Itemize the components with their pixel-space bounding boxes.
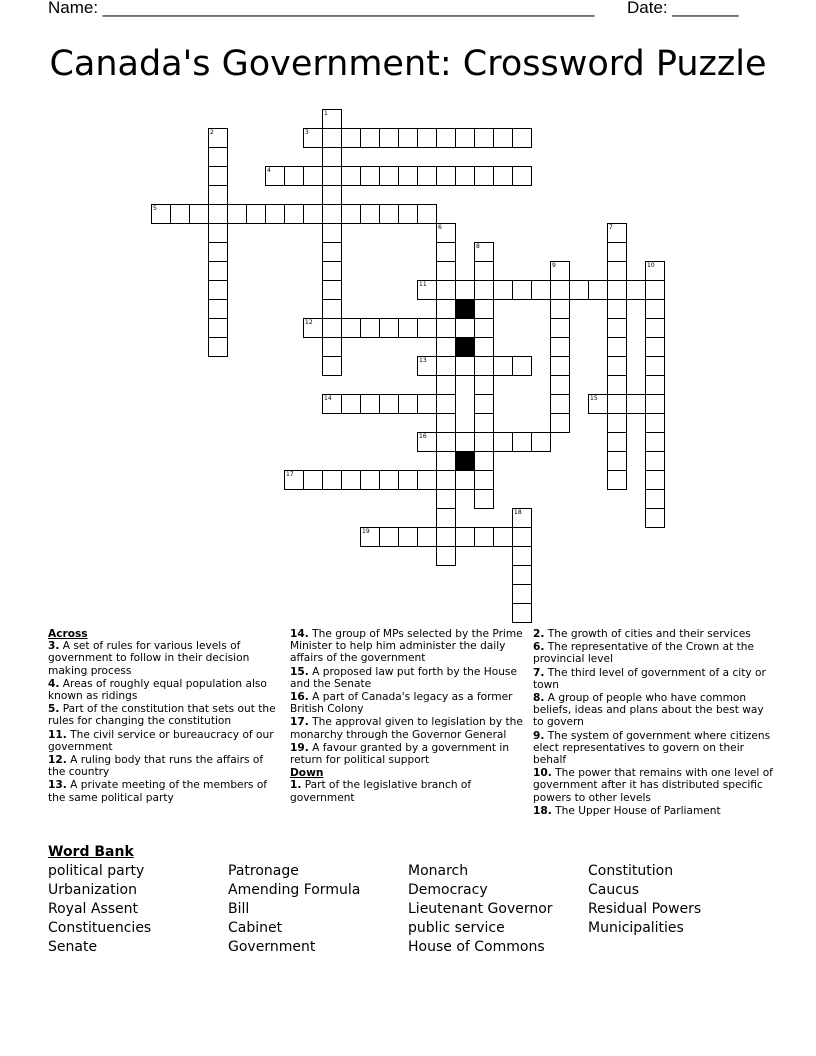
crossword-cell[interactable] xyxy=(360,318,380,338)
clue-text: Part of the legislative branch of government xyxy=(290,779,472,804)
name-field-line: Name: ____________________________________________________ xyxy=(48,0,595,17)
word-bank-item: Government xyxy=(228,939,316,955)
crossword-cell[interactable] xyxy=(607,223,627,243)
crossword-cell[interactable] xyxy=(474,470,494,490)
word-bank-item: Caucus xyxy=(588,882,640,898)
clue-item xyxy=(533,628,773,640)
crossword-cell[interactable] xyxy=(493,280,513,300)
clue-number-2: 2 xyxy=(210,129,214,136)
crossword-cell[interactable] xyxy=(550,356,570,376)
crossword-cell[interactable] xyxy=(360,204,380,224)
crossword-cell[interactable] xyxy=(398,394,418,414)
page-title: Canada's Government: Crossword Puzzle xyxy=(49,44,767,84)
crossword-cell[interactable] xyxy=(436,527,456,547)
clue-item xyxy=(48,640,280,677)
clue-number-16: 16 xyxy=(419,433,427,440)
crossword-cell[interactable] xyxy=(645,299,665,319)
crossword-cell[interactable] xyxy=(607,413,627,433)
crossword-cell[interactable] xyxy=(341,470,361,490)
word-bank-item: Residual Powers xyxy=(588,901,702,917)
crossword-cell[interactable] xyxy=(512,432,532,452)
crossword-cell[interactable] xyxy=(398,527,418,547)
word-bank-title: Word Bank xyxy=(48,844,134,860)
crossword-cell[interactable] xyxy=(436,413,456,433)
clue-number-13: 13 xyxy=(419,357,427,364)
crossword-cell[interactable] xyxy=(303,470,323,490)
clue-text: A favour granted by a government in return for political support xyxy=(290,741,510,767)
crossword-cell[interactable] xyxy=(493,432,513,452)
clue-number-7: 7 xyxy=(609,224,613,231)
crossword-cell[interactable] xyxy=(379,470,399,490)
crossword-cell[interactable] xyxy=(512,128,532,148)
clue-item xyxy=(533,692,773,729)
crossword-cell[interactable] xyxy=(607,394,627,414)
clue-item xyxy=(48,729,280,753)
word-bank-item: Bill xyxy=(228,901,250,917)
clues-column-1 xyxy=(48,628,280,805)
crossword-cell[interactable] xyxy=(474,166,494,186)
word-bank-item: Patronage xyxy=(228,863,299,879)
word-bank-item: public service xyxy=(408,920,505,936)
clue-number-4: 4 xyxy=(267,167,271,174)
clue-number-15: 15 xyxy=(590,395,598,402)
crossword-cell[interactable] xyxy=(474,413,494,433)
crossword-cell[interactable] xyxy=(436,546,456,566)
crossword-cell[interactable] xyxy=(208,337,228,357)
crossword-cell[interactable] xyxy=(341,128,361,148)
word-bank-item: Constitution xyxy=(588,863,674,879)
crossword-cell[interactable] xyxy=(436,375,456,395)
crossword-cell[interactable] xyxy=(265,166,285,186)
crossword-cell[interactable] xyxy=(379,394,399,414)
clue-text: Part of the constitution that sets out the rules for changing the constitution xyxy=(48,703,276,728)
clue-item xyxy=(48,678,280,702)
crossword-cell[interactable] xyxy=(474,337,494,357)
crossword-cell[interactable] xyxy=(322,185,342,205)
crossword-cell[interactable] xyxy=(474,432,494,452)
clue-text: The group of MPs selected by the Prime Minister to help him administer the daily affairs of the government xyxy=(290,628,523,665)
word-bank-item: Lieutenant Governor xyxy=(408,901,553,917)
crossword-cell[interactable] xyxy=(208,166,228,186)
crossword-cell[interactable] xyxy=(189,204,209,224)
crossword-cell[interactable] xyxy=(493,356,513,376)
crossword-cell[interactable] xyxy=(550,375,570,395)
crossword-cell[interactable] xyxy=(417,527,437,547)
crossword-cell[interactable] xyxy=(436,470,456,490)
crossword-cell[interactable] xyxy=(436,432,456,452)
crossword-cell[interactable] xyxy=(512,546,532,566)
crossword-cell[interactable] xyxy=(512,565,532,585)
clue-number-14: 14 xyxy=(324,395,332,402)
crossword-cell[interactable] xyxy=(493,128,513,148)
crossword-cell[interactable] xyxy=(588,394,608,414)
clue-number-10: 10 xyxy=(647,262,655,269)
clue-num: 19. xyxy=(290,741,309,754)
crossword-cell[interactable] xyxy=(417,204,437,224)
crossword-cell[interactable] xyxy=(322,299,342,319)
clue-num: 11. xyxy=(48,728,67,741)
clue-item xyxy=(48,779,280,803)
crossword-cell[interactable] xyxy=(645,508,665,528)
crossword-cell[interactable] xyxy=(436,356,456,376)
crossword-cell[interactable] xyxy=(170,204,190,224)
clue-item xyxy=(290,666,526,690)
crossword-cell[interactable] xyxy=(208,223,228,243)
clue-text: The power that remains with one level of government after it has distributed specific powers to other levels xyxy=(533,767,773,804)
crossword-cell[interactable] xyxy=(436,337,456,357)
crossword-cell[interactable] xyxy=(607,432,627,452)
clue-num: 5. xyxy=(48,703,60,716)
crossword-cell[interactable] xyxy=(265,204,285,224)
crossword-cell[interactable] xyxy=(303,318,323,338)
clue-text: The growth of cities and their services xyxy=(544,628,751,640)
word-bank-item: Monarch xyxy=(408,863,469,879)
clue-text: The system of government where citizens elect representatives to govern on their behalf xyxy=(533,729,771,767)
clue-item xyxy=(290,716,526,740)
clue-number-12: 12 xyxy=(305,319,313,326)
crossword-cell[interactable] xyxy=(512,356,532,376)
clue-num: 15. xyxy=(290,665,309,678)
crossword-cell[interactable] xyxy=(151,204,171,224)
clue-num: 18. xyxy=(533,804,552,817)
word-bank xyxy=(48,862,788,957)
crossword-cell[interactable] xyxy=(550,394,570,414)
clue-num: 16. xyxy=(290,691,309,704)
clue-text: The third level of government of a city or town xyxy=(533,666,766,691)
word-bank-item: Urbanization xyxy=(48,882,137,898)
crossword-cell[interactable] xyxy=(436,166,456,186)
crossword-cell[interactable] xyxy=(607,261,627,281)
crossword-cell[interactable] xyxy=(322,242,342,262)
crossword-cell[interactable] xyxy=(341,204,361,224)
crossword-cell[interactable] xyxy=(436,261,456,281)
word-bank-item: Senate xyxy=(48,939,98,955)
crossword-cell[interactable] xyxy=(341,166,361,186)
crossword-cell[interactable] xyxy=(322,337,342,357)
crossword-cell[interactable] xyxy=(474,242,494,262)
crossword-cell[interactable] xyxy=(208,128,228,148)
crossword-cell[interactable] xyxy=(341,394,361,414)
clue-num: 1. xyxy=(290,779,302,792)
clue-num: 14. xyxy=(290,628,309,640)
clue-item xyxy=(290,628,526,665)
crossword-cell[interactable] xyxy=(493,527,513,547)
crossword-cell[interactable] xyxy=(645,356,665,376)
crossword-cell[interactable] xyxy=(417,356,437,376)
crossword-cell[interactable] xyxy=(512,166,532,186)
crossword-cell[interactable] xyxy=(208,147,228,167)
crossword-cell[interactable] xyxy=(436,242,456,262)
crossword-cell[interactable] xyxy=(645,451,665,471)
down-header: Down xyxy=(290,767,324,780)
crossword-cell[interactable] xyxy=(398,470,418,490)
clue-num: 7. xyxy=(533,666,545,679)
clue-item xyxy=(48,703,280,727)
crossword-cell[interactable] xyxy=(322,223,342,243)
crossword-cell[interactable] xyxy=(588,280,608,300)
crossword-cell[interactable] xyxy=(626,280,646,300)
crossword-cell[interactable] xyxy=(550,413,570,433)
clue-num: 12. xyxy=(48,754,67,767)
crossword-cell[interactable] xyxy=(474,128,494,148)
clue-text: The representative of the Crown at the provincial level xyxy=(533,641,754,666)
crossword-cell[interactable] xyxy=(398,166,418,186)
crossword-cell[interactable] xyxy=(417,470,437,490)
crossword-cell[interactable] xyxy=(360,128,380,148)
clue-number-6: 6 xyxy=(438,224,442,231)
crossword-cell[interactable] xyxy=(436,280,456,300)
across-header: Across xyxy=(48,628,88,640)
crossword-cell[interactable] xyxy=(493,166,513,186)
crossword-cell[interactable] xyxy=(208,261,228,281)
crossword-cell[interactable] xyxy=(569,280,589,300)
crossword-cell[interactable] xyxy=(607,470,627,490)
crossword-cell[interactable] xyxy=(360,527,380,547)
clue-num: 6. xyxy=(533,641,545,654)
clue-num: 9. xyxy=(533,729,545,742)
crossword-cell[interactable] xyxy=(550,280,570,300)
crossword-cell[interactable] xyxy=(360,166,380,186)
crossword-cell[interactable] xyxy=(550,299,570,319)
crossword-cell[interactable] xyxy=(436,128,456,148)
clue-text: The civil service or bureaucracy of our government xyxy=(48,728,274,753)
clue-item xyxy=(290,691,526,715)
crossword-cell[interactable] xyxy=(512,603,532,623)
crossword-cell[interactable] xyxy=(455,356,475,376)
crossword-cell[interactable] xyxy=(322,356,342,376)
crossword-cell[interactable] xyxy=(322,261,342,281)
crossword-block xyxy=(455,337,475,357)
clue-number-11: 11 xyxy=(419,281,427,288)
crossword-cell[interactable] xyxy=(607,318,627,338)
crossword-cell[interactable] xyxy=(303,204,323,224)
crossword-cell[interactable] xyxy=(607,299,627,319)
crossword-cell[interactable] xyxy=(322,394,342,414)
crossword-cell[interactable] xyxy=(436,451,456,471)
crossword-cell[interactable] xyxy=(379,128,399,148)
clue-text: The approval given to legislation by the monarchy through the Governor General xyxy=(290,716,523,741)
crossword-cell[interactable] xyxy=(436,318,456,338)
date-field-line: Date: _______ xyxy=(627,0,739,17)
clue-num: 3. xyxy=(48,640,60,653)
crossword-cell[interactable] xyxy=(398,128,418,148)
crossword-cell[interactable] xyxy=(607,451,627,471)
clue-item xyxy=(290,779,526,803)
crossword-cell[interactable] xyxy=(417,318,437,338)
crossword-cell[interactable] xyxy=(512,584,532,604)
clue-text: The Upper House of Parliament xyxy=(551,804,721,817)
crossword-cell[interactable] xyxy=(607,280,627,300)
crossword-cell[interactable] xyxy=(398,204,418,224)
crossword-cell[interactable] xyxy=(645,432,665,452)
crossword-cell[interactable] xyxy=(303,166,323,186)
crossword-cell[interactable] xyxy=(645,413,665,433)
crossword-cell[interactable] xyxy=(512,280,532,300)
crossword-cell[interactable] xyxy=(607,356,627,376)
crossword-cell[interactable] xyxy=(474,451,494,471)
crossword-cell[interactable] xyxy=(436,394,456,414)
clue-num: 2. xyxy=(533,628,545,640)
crossword-cell[interactable] xyxy=(626,394,646,414)
crossword-cell[interactable] xyxy=(417,128,437,148)
crossword-cell[interactable] xyxy=(322,280,342,300)
crossword-cell[interactable] xyxy=(284,166,304,186)
crossword-cell[interactable] xyxy=(645,375,665,395)
clue-number-19: 19 xyxy=(362,528,370,535)
clue-item xyxy=(533,641,773,665)
crossword-cell[interactable] xyxy=(455,527,475,547)
crossword-cell[interactable] xyxy=(379,166,399,186)
crossword-cell[interactable] xyxy=(550,318,570,338)
crossword-cell[interactable] xyxy=(436,489,456,509)
clue-text: A proposed law put forth by the House and the Senate xyxy=(290,665,517,690)
clue-item xyxy=(533,667,773,691)
crossword-cell[interactable] xyxy=(436,299,456,319)
crossword-cell[interactable] xyxy=(208,280,228,300)
word-bank-item: Amending Formula xyxy=(228,882,361,898)
clues-column-2 xyxy=(290,628,526,805)
word-bank-item: Cabinet xyxy=(228,920,283,936)
crossword-cell[interactable] xyxy=(474,261,494,281)
clue-text: A set of rules for various levels of government to follow in their decision making process xyxy=(48,640,250,677)
crossword-cell[interactable] xyxy=(474,356,494,376)
crossword-cell[interactable] xyxy=(607,375,627,395)
clue-text: A part of Canada's legacy as a former British Colony xyxy=(290,691,513,716)
crossword-cell[interactable] xyxy=(322,147,342,167)
clue-num: 17. xyxy=(290,716,309,729)
clue-number-3: 3 xyxy=(305,129,309,136)
clue-num: 4. xyxy=(48,677,60,690)
crossword-cell[interactable] xyxy=(645,470,665,490)
crossword-block xyxy=(455,451,475,471)
clue-item xyxy=(533,730,773,767)
clue-text: Areas of roughly equal population also known as ridings xyxy=(48,677,267,703)
clue-number-18: 18 xyxy=(514,509,522,516)
crossword-cell[interactable] xyxy=(645,337,665,357)
crossword-cell[interactable] xyxy=(645,394,665,414)
crossword-cell[interactable] xyxy=(531,432,551,452)
crossword-cell[interactable] xyxy=(550,261,570,281)
crossword-cell[interactable] xyxy=(417,166,437,186)
crossword-cell[interactable] xyxy=(455,470,475,490)
clue-text: A private meeting of the members of the same political party xyxy=(48,779,268,804)
crossword-cell[interactable] xyxy=(645,489,665,509)
crossword-cell[interactable] xyxy=(550,337,570,357)
crossword-cell[interactable] xyxy=(474,489,494,509)
crossword-cell[interactable] xyxy=(512,508,532,528)
crossword-cell[interactable] xyxy=(246,204,266,224)
word-bank-item: Democracy xyxy=(408,882,488,898)
crossword-cell[interactable] xyxy=(322,204,342,224)
crossword-cell[interactable] xyxy=(379,527,399,547)
crossword-cell[interactable] xyxy=(455,280,475,300)
crossword-cell[interactable] xyxy=(322,109,342,129)
clue-item xyxy=(533,805,773,817)
crossword-cell[interactable] xyxy=(531,280,551,300)
crossword-cell[interactable] xyxy=(645,261,665,281)
crossword-cell[interactable] xyxy=(474,394,494,414)
crossword-cell[interactable] xyxy=(284,470,304,490)
clue-number-9: 9 xyxy=(552,262,556,269)
crossword-cell[interactable] xyxy=(436,223,456,243)
clue-num: 8. xyxy=(533,692,545,705)
crossword-cell[interactable] xyxy=(474,299,494,319)
clue-number-5: 5 xyxy=(153,205,157,212)
clue-text: A group of people who have common beliefs, ideas and plans about the best way to govern xyxy=(533,692,764,729)
word-bank-item: Municipalities xyxy=(588,920,684,936)
crossword-cell[interactable] xyxy=(455,166,475,186)
crossword-cell[interactable] xyxy=(455,318,475,338)
crossword-cell[interactable] xyxy=(322,470,342,490)
word-bank-item: political party xyxy=(48,863,145,879)
word-bank-item: Royal Assent xyxy=(48,901,139,917)
crossword-cell[interactable] xyxy=(436,508,456,528)
clue-num: 10. xyxy=(533,767,552,780)
crossword-cell[interactable] xyxy=(417,394,437,414)
clue-item xyxy=(533,767,773,804)
clue-item xyxy=(290,742,526,766)
crossword-cell[interactable] xyxy=(398,318,418,338)
clue-number-17: 17 xyxy=(286,471,294,478)
crossword-cell[interactable] xyxy=(607,242,627,262)
crossword-cell[interactable] xyxy=(645,318,665,338)
crossword-cell[interactable] xyxy=(208,242,228,262)
clue-number-8: 8 xyxy=(476,243,480,250)
crossword-cell[interactable] xyxy=(227,204,247,224)
crossword-cell[interactable] xyxy=(303,128,323,148)
crossword-cell[interactable] xyxy=(284,204,304,224)
word-bank-item: House of Commons xyxy=(408,939,545,955)
crossword-block xyxy=(455,299,475,319)
crossword-cell[interactable] xyxy=(455,432,475,452)
crossword-cell[interactable] xyxy=(360,394,380,414)
crossword-cell[interactable] xyxy=(208,299,228,319)
word-bank-item: Constituencies xyxy=(48,920,152,936)
crossword-cell[interactable] xyxy=(208,204,228,224)
clue-num: 13. xyxy=(48,779,67,792)
crossword-cell[interactable] xyxy=(379,318,399,338)
crossword-cell[interactable] xyxy=(474,280,494,300)
crossword-cell[interactable] xyxy=(322,318,342,338)
crossword-cell[interactable] xyxy=(474,375,494,395)
crossword-cell[interactable] xyxy=(360,470,380,490)
crossword-cell[interactable] xyxy=(607,337,627,357)
clue-item xyxy=(48,754,280,778)
clue-number-1: 1 xyxy=(324,110,328,117)
crossword-cell[interactable] xyxy=(455,128,475,148)
clues-column-3 xyxy=(533,628,773,818)
crossword-cell[interactable] xyxy=(512,527,532,547)
crossword-cell[interactable] xyxy=(474,318,494,338)
crossword-cell[interactable] xyxy=(208,185,228,205)
crossword-cell[interactable] xyxy=(341,318,361,338)
crossword-cell[interactable] xyxy=(379,204,399,224)
crossword-cell[interactable] xyxy=(322,128,342,148)
crossword-cell[interactable] xyxy=(474,527,494,547)
crossword-cell[interactable] xyxy=(645,280,665,300)
crossword-cell[interactable] xyxy=(417,280,437,300)
crossword-cell[interactable] xyxy=(322,166,342,186)
crossword-cell[interactable] xyxy=(417,432,437,452)
crossword-cell[interactable] xyxy=(208,318,228,338)
clue-text: A ruling body that runs the affairs of the country xyxy=(48,754,264,779)
